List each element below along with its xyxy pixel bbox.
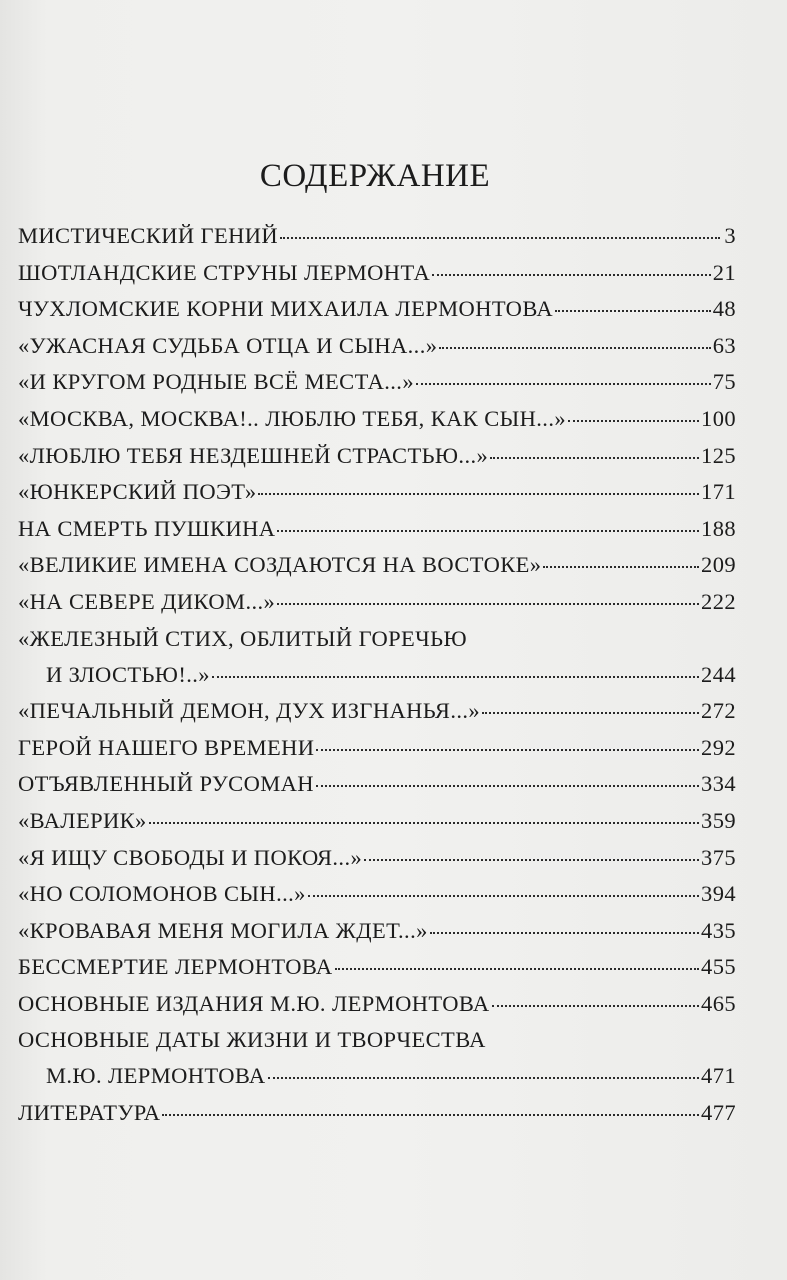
toc-entry-title: «Я ИЩУ СВОБОДЫ И ПОКОЯ...» <box>18 844 363 870</box>
toc-entry-title: «УЖАСНАЯ СУДЬБА ОТЦА И СЫНА...» <box>18 332 438 358</box>
dot-leader <box>212 675 699 678</box>
toc-entry-title: «НА СЕВЕРЕ ДИКОМ...» <box>18 588 276 614</box>
toc-entry-page-number: 100 <box>701 405 736 431</box>
toc-entry-title: ЛИТЕРАТУРА <box>18 1100 161 1126</box>
toc-entry-page-number: 394 <box>701 881 736 907</box>
toc-entry <box>18 840 736 877</box>
dot-leader <box>555 309 711 312</box>
dot-leader <box>316 748 699 751</box>
dot-leader <box>482 711 699 714</box>
toc-entry <box>18 291 736 328</box>
toc-entry-page-number: 3 <box>724 223 736 248</box>
toc-entry-page-number: 188 <box>701 515 736 541</box>
dot-leader <box>416 382 711 385</box>
toc-entry <box>18 218 736 255</box>
toc-entry-page-number: 63 <box>712 332 736 358</box>
dot-leader <box>268 1076 699 1079</box>
toc-entry-title: «КРОВАВАЯ МЕНЯ МОГИЛА ЖДЕТ...» <box>18 917 428 943</box>
toc-entry-title: «ВЕЛИКИЕ ИМЕНА СОЗДАЮТСЯ НА ВОСТОКЕ» <box>18 552 542 578</box>
dot-leader <box>316 784 699 787</box>
toc-entry <box>18 1022 736 1095</box>
dot-leader <box>430 931 699 934</box>
toc-entry <box>18 511 736 548</box>
toc-entry <box>18 949 736 986</box>
toc-entry-title: «И КРУГОМ РОДНЫЕ ВСЁ МЕСТА...» <box>18 369 414 395</box>
toc-entry-page-number: 209 <box>701 552 736 578</box>
toc-entry-page-number: 359 <box>701 807 736 833</box>
toc-entry-page-number: 465 <box>701 990 736 1016</box>
toc-entry-page-number: 455 <box>701 954 736 980</box>
toc-entry-page-number: 477 <box>701 1100 736 1126</box>
dot-leader <box>308 894 699 897</box>
dot-leader <box>162 1113 699 1116</box>
toc-entry-page-number: 171 <box>701 479 736 505</box>
toc-entry <box>18 547 736 584</box>
toc-entry-title: «НО СОЛОМОНОВ СЫН...» <box>18 881 306 907</box>
toc-entry <box>18 438 736 475</box>
toc-entry-page-number: 222 <box>701 588 736 614</box>
toc-entry <box>18 364 736 401</box>
toc-entry-page-number: 21 <box>712 259 736 285</box>
toc-entry-title: БЕССМЕРТИЕ ЛЕРМОНТОВА <box>18 954 333 980</box>
dot-leader <box>149 821 699 824</box>
dot-leader <box>258 492 699 495</box>
dot-leader <box>439 346 710 349</box>
toc-entry-title: «ЖЕЛЕЗНЫЙ СТИХ, ОБЛИТЫЙ ГОРЕЧЬЮ <box>18 625 468 651</box>
toc-entry <box>18 328 736 365</box>
toc-entry-title-continued: М.Ю. ЛЕРМОНТОВА <box>46 1063 266 1089</box>
dot-leader <box>335 967 700 970</box>
toc-entry <box>18 621 736 694</box>
toc-entry-title: «ЮНКЕРСКИЙ ПОЭТ» <box>18 479 257 505</box>
toc-entry-title: ЧУХЛОМСКИЕ КОРНИ МИХАИЛА ЛЕРМОНТОВА <box>18 296 553 322</box>
toc-entry <box>18 474 736 511</box>
toc-entry-page-number: 471 <box>701 1063 736 1089</box>
toc-entry-title: «МОСКВА, МОСКВА!.. ЛЮБЛЮ ТЕБЯ, КАК СЫН...» <box>18 405 566 431</box>
toc-entry-page-number: 75 <box>712 369 736 395</box>
dot-leader <box>277 602 699 605</box>
toc-entry-title: ОСНОВНЫЕ ИЗДАНИЯ М.Ю. ЛЕРМОНТОВА <box>18 990 490 1016</box>
toc-entry <box>18 584 736 621</box>
toc-entry <box>18 986 736 1023</box>
toc-entry <box>18 876 736 913</box>
toc-entry-title: ШОТЛАНДСКИЕ СТРУНЫ ЛЕРМОНТА <box>18 259 431 285</box>
toc-entry-page-number: 334 <box>701 771 736 797</box>
toc-entry-title-continued: И ЗЛОСТЬЮ!..» <box>46 661 210 687</box>
toc-entry-title: ОТЪЯВЛЕННЫЙ РУСОМАН <box>18 771 314 797</box>
toc-entry-title: НА СМЕРТЬ ПУШКИНА <box>18 515 276 541</box>
toc-entry <box>18 803 736 840</box>
toc-entry-page-number: 48 <box>712 296 736 322</box>
dot-leader <box>364 858 699 861</box>
dot-leader <box>492 1004 700 1007</box>
toc-entry-page-number: 125 <box>701 442 736 468</box>
toc-entry <box>18 913 736 950</box>
toc-entry-title: «ПЕЧАЛЬНЫЙ ДЕМОН, ДУХ ИЗГНАНЬЯ...» <box>18 698 481 724</box>
toc-entry <box>18 1095 736 1132</box>
toc-entry <box>18 766 736 803</box>
toc-entry <box>18 255 736 292</box>
toc-entry <box>18 693 736 730</box>
toc-entry-title: МИСТИЧЕСКИЙ ГЕНИЙ <box>18 223 279 248</box>
toc-entry-title: «ВАЛЕРИК» <box>18 807 147 833</box>
dot-leader <box>432 273 711 276</box>
toc-entry-page-number: 272 <box>701 698 736 724</box>
toc-entry-title: «ЛЮБЛЮ ТЕБЯ НЕЗДЕШНЕЙ СТРАСТЬЮ...» <box>18 442 489 468</box>
dot-leader <box>280 236 720 239</box>
toc-entry <box>18 730 736 767</box>
toc-entry-page-number: 435 <box>701 917 736 943</box>
toc-entry-page-number: 244 <box>701 661 736 687</box>
page-title: СОДЕРЖАНИЕ <box>259 158 491 194</box>
toc-entry-page-number: 292 <box>701 734 736 760</box>
toc-entry-page-number: 375 <box>701 844 736 870</box>
toc-entry-title: ГЕРОЙ НАШЕГО ВРЕМЕНИ <box>18 734 315 760</box>
toc-entry <box>18 401 736 438</box>
dot-leader <box>277 529 699 532</box>
table-of-contents <box>18 218 736 1132</box>
dot-leader <box>568 419 699 422</box>
dot-leader <box>490 456 699 459</box>
toc-entry-title: ОСНОВНЫЕ ДАТЫ ЖИЗНИ И ТВОРЧЕСТВА <box>18 1027 486 1053</box>
dot-leader <box>543 565 699 568</box>
